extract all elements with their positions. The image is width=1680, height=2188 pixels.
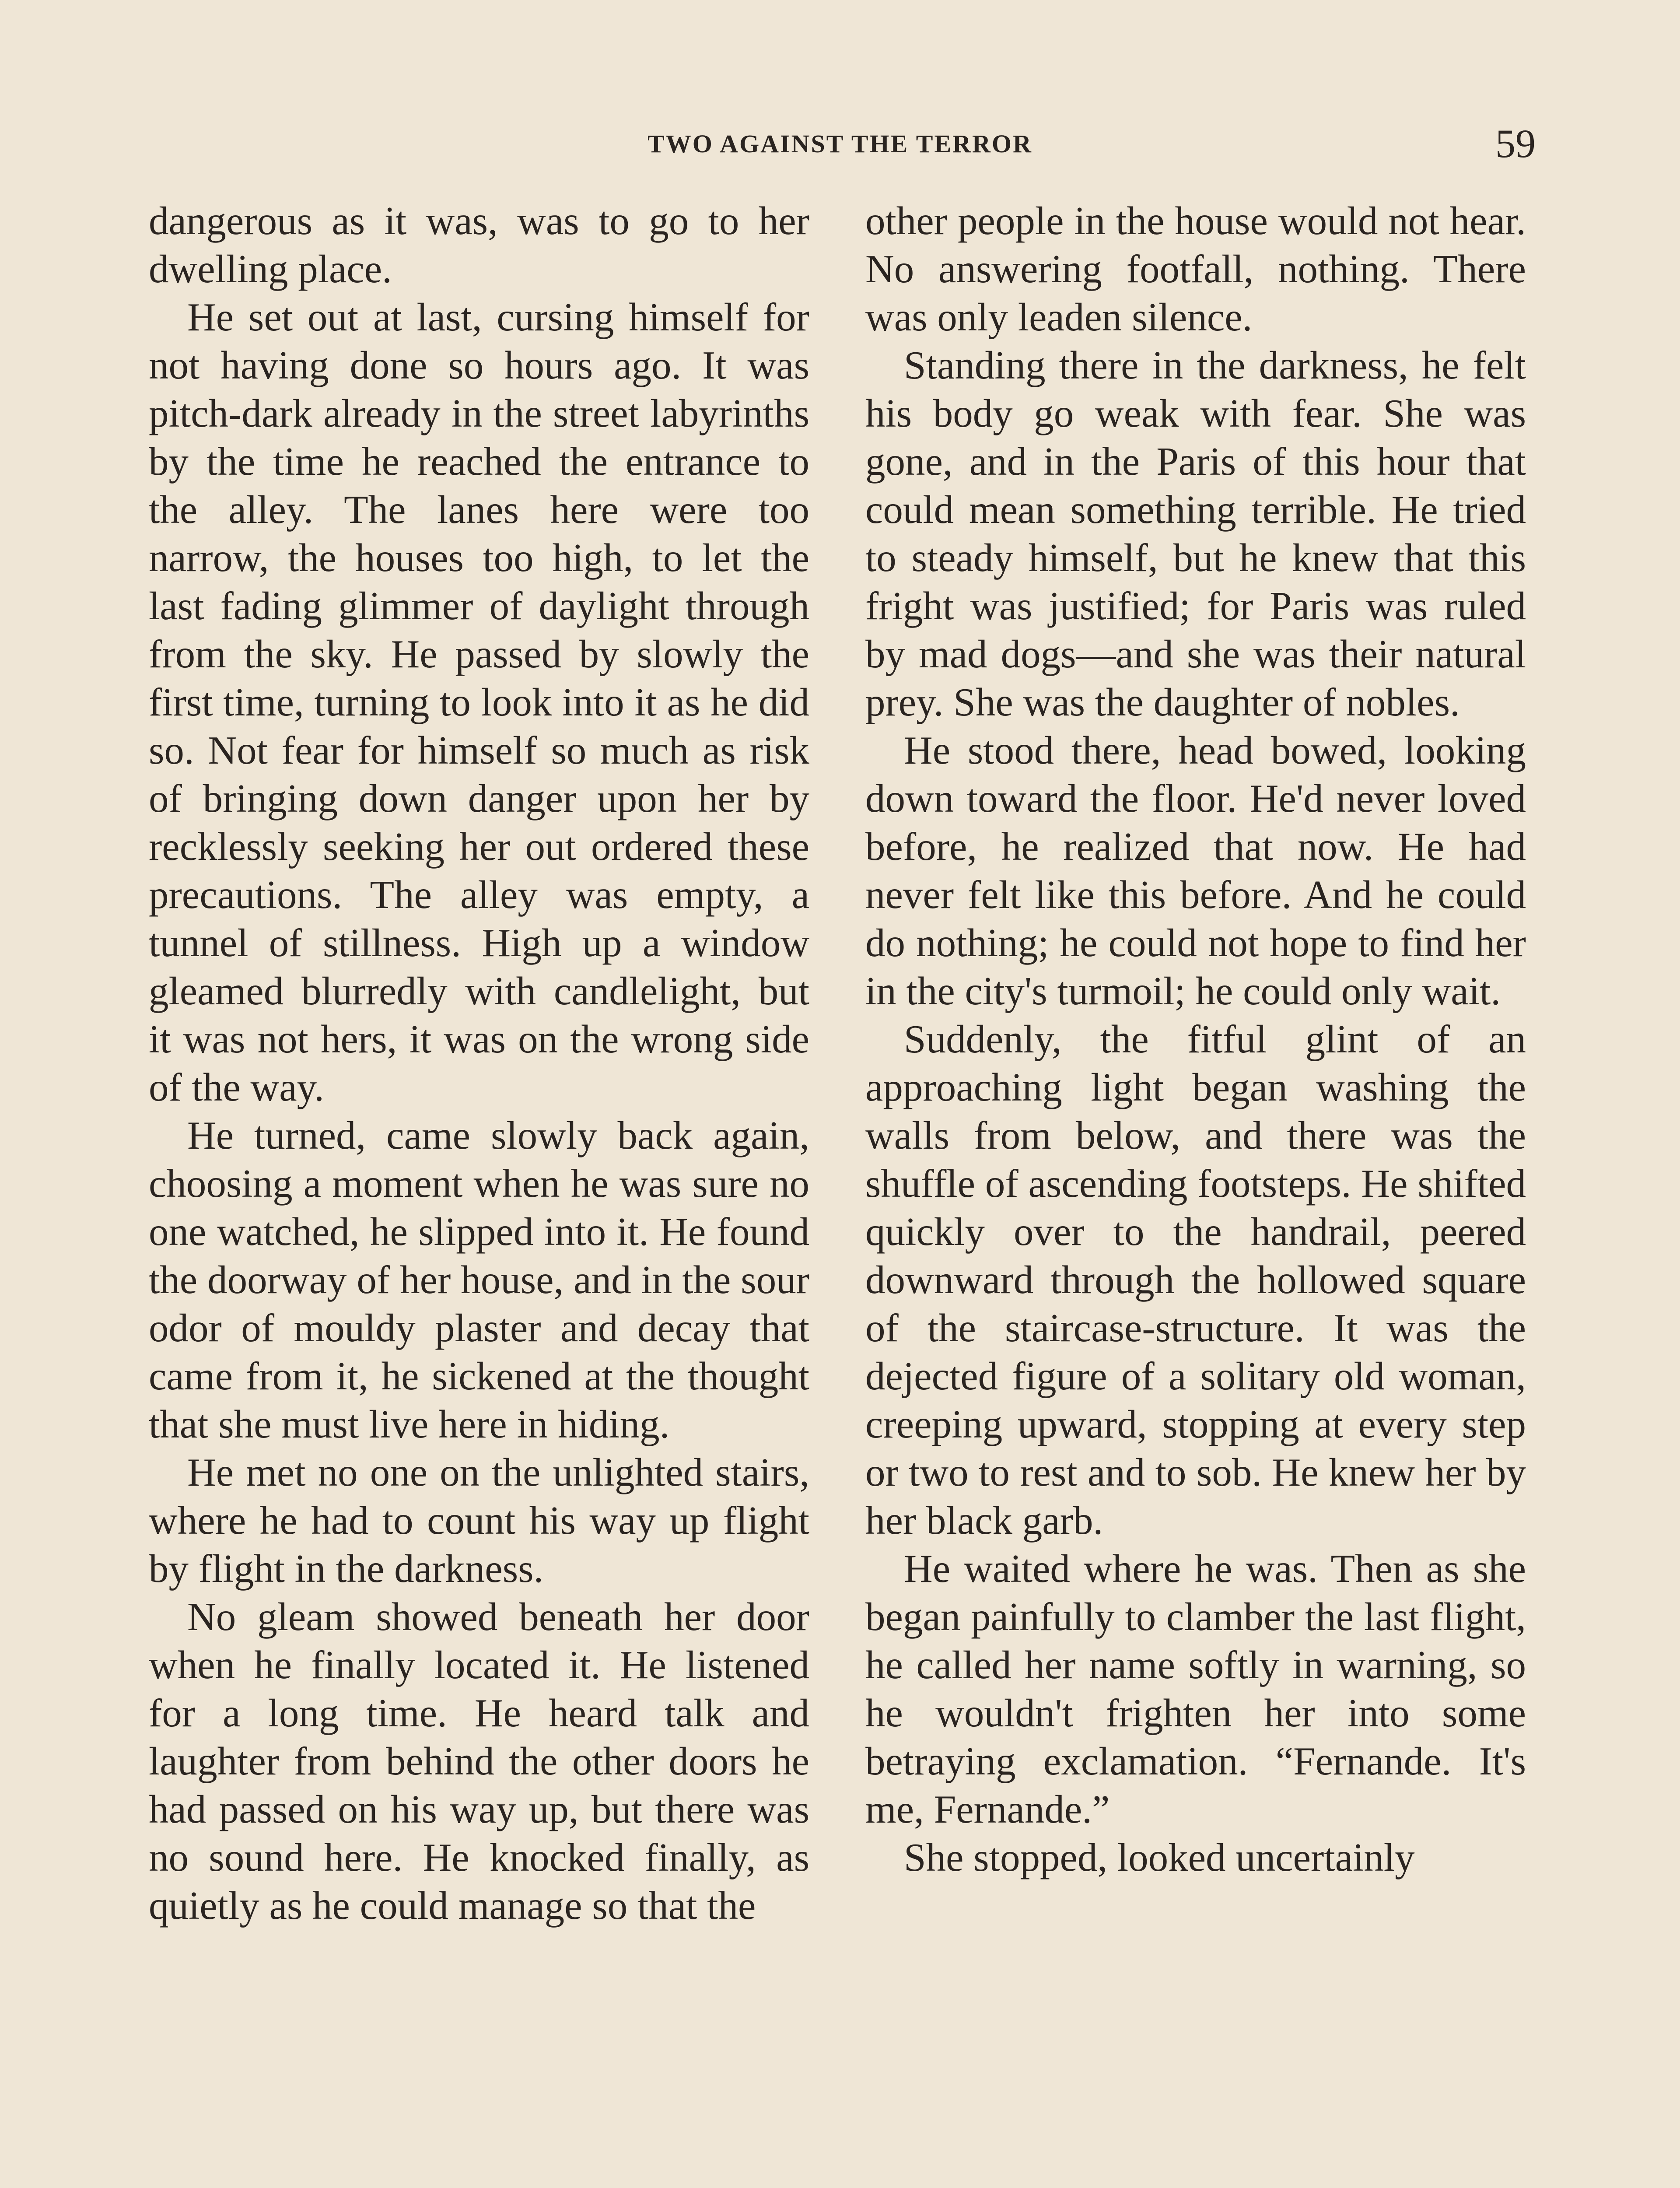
paragraph: No gleam showed beneath her door when he finally located it. He listened for a long time. He heard talk and laughter from behind the other doors he had passed on his way up, but there was no sound here. He knocked finally, as quietly as he could manage so that the <box>149 1595 809 1928</box>
page-number: 59 <box>1495 121 1536 166</box>
paragraph: He met no one on the unlighted stairs, where he had to count his way up flight by flight in the darkness. <box>149 1450 809 1591</box>
left-column <box>149 197 809 1930</box>
paragraph: dangerous as it was, was to go to her dwelling place. <box>149 199 809 291</box>
paragraph: She stopped, looked uncertainly <box>904 1835 1415 1879</box>
paragraph: He turned, came slowly back again, choosing a moment when he was sure no one watched, he slipped into it. He found the doorway of her house, and in the sour odor of mouldy plaster and decay that came from it, he sickened at the thought that she must live here in hiding. <box>149 1113 809 1446</box>
paragraph: Standing there in the darkness, he felt his body go weak with fear. She was gone, and in the Paris of this hour that could mean something terrible. He tried to steady himself, but he knew that this fright was justified; for Paris was ruled by mad dogs—and she was their natural prey. She was the daughter of nobles. <box>865 343 1526 724</box>
running-title: TWO AGAINST THE TERROR <box>648 130 1032 158</box>
paragraph: other people in the house would not hear. No answering footfall, nothing. There was only leaden silence. <box>865 199 1526 339</box>
paragraph: He set out at last, cursing himself for not having done so hours ago. It was pitch-dark already in the street labyrinths by the time he reached the entrance to the alley. The lanes here were too narrow, the houses too high, to let the last fading glimmer of daylight through from the sky. He passed by slowly the first time, turning to look into it as he did so. Not fear for himself so much as risk of bringing down danger upon her by recklessly seeking her out ordered these precautions. The alley was empty, a tunnel of stillness. High up a window gleamed blurredly with candlelight, but it was not hers, it was on the wrong side of the way. <box>149 295 809 1109</box>
paragraph: He stood there, head bowed, looking down toward the floor. He'd never loved before, he realized that now. He had never felt like this before. And he could do nothing; he could not hope to find her in the city's turmoil; he could only wait. <box>865 728 1526 1013</box>
paragraph: Suddenly, the fitful glint of an approaching light began washing the walls from below, and there was the shuffle of ascending footsteps. He shifted quickly over to the handrail, peered downward through the hollowed square of the staircase-structure. It was the dejected figure of a solitary old woman, creeping upward, stopping at every step or two to rest and to sob. He knew her by her black garb. <box>865 1017 1526 1543</box>
right-column <box>865 197 1526 1882</box>
paragraph: He waited where he was. Then as she began painfully to clamber the last flight, he called her name softly in warning, so he wouldn't frighten her into some betraying exclamation. “Fernande. It's me, Fernande.” <box>865 1546 1526 1831</box>
